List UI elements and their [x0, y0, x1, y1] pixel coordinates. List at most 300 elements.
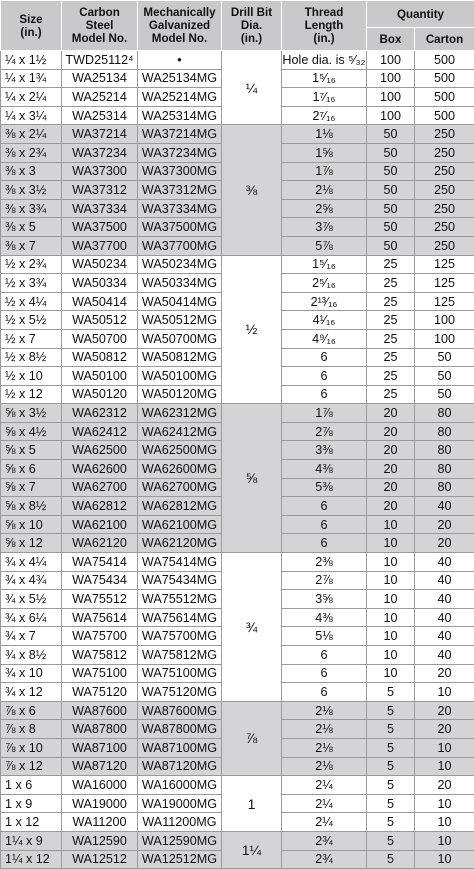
size-cell: ⅜ x 3	[1, 162, 62, 181]
carbon-model-cell: WA75614	[62, 608, 138, 627]
carbon-header-line: Steel	[62, 19, 137, 32]
size-cell: 1 x 9	[1, 794, 62, 813]
carbon-model-cell: WA37700	[62, 236, 138, 255]
thread-length-cell: 2¼	[282, 794, 367, 813]
box-qty-cell: 100	[367, 88, 415, 107]
thread-length-cell: 2⁷⁄₁₆	[282, 106, 367, 125]
galvanized-model-cell: WA87120MG	[138, 757, 222, 776]
thread-length-cell: 2⅛	[282, 757, 367, 776]
box-qty-cell: 20	[367, 422, 415, 441]
carton-qty-cell: 80	[415, 441, 474, 460]
size-cell: ½ x 3¾	[1, 274, 62, 293]
size-cell: 1 x 6	[1, 776, 62, 795]
thread-length-cell: 6	[282, 534, 367, 553]
box-qty-cell: 5	[367, 683, 415, 702]
galvanized-model-cell: WA50512MG	[138, 311, 222, 330]
carton-qty-cell: 50	[415, 385, 474, 404]
drill-bit-cell: 1¼	[222, 831, 282, 868]
carton-qty-cell: 500	[415, 88, 474, 107]
box-qty-cell: 25	[367, 329, 415, 348]
carton-qty-cell: 40	[415, 571, 474, 590]
size-cell: ⅝ x 10	[1, 515, 62, 534]
carton-qty-cell: 50	[415, 348, 474, 367]
thread-length-cell: 6	[282, 348, 367, 367]
size-cell: ⅞ x 8	[1, 720, 62, 739]
table-row	[1, 255, 474, 274]
box-qty-cell: 10	[367, 571, 415, 590]
size-cell: ⅜ x 3½	[1, 181, 62, 200]
drill-bit-cell: ½	[222, 255, 282, 404]
table-row	[1, 553, 474, 572]
carbon-model-cell: WA50414	[62, 292, 138, 311]
carbon-model-cell: WA87800	[62, 720, 138, 739]
thread-length-cell: 1⅛	[282, 125, 367, 144]
carton-qty-cell: 250	[415, 181, 474, 200]
galvanized-model-cell: WA19000MG	[138, 794, 222, 813]
carton-qty-cell: 500	[415, 51, 474, 70]
carbon-model-cell: TWD25112⁴	[62, 51, 138, 70]
box-qty-cell: 20	[367, 404, 415, 423]
carbon-header-line: Model No.	[62, 32, 137, 45]
box-qty-cell: 25	[367, 385, 415, 404]
drill-bit-cell: ⅜	[222, 125, 282, 255]
drill-header-line: (in.)	[222, 32, 281, 45]
galvanized-model-cell: WA87100MG	[138, 738, 222, 757]
carbon-model-cell: WA75414	[62, 553, 138, 572]
thread-length-cell: 5⅛	[282, 627, 367, 646]
carton-qty-cell: 20	[415, 664, 474, 683]
carbon-model-cell: WA75812	[62, 646, 138, 665]
box-qty-cell: 20	[367, 497, 415, 516]
carbon-model-cell: WA62312	[62, 404, 138, 423]
carbon-model-cell: WA37214	[62, 125, 138, 144]
thread-length-header	[282, 1, 367, 51]
box-qty-cell: 5	[367, 720, 415, 739]
carbon-model-cell: WA50234	[62, 255, 138, 274]
galvanized-model-cell: WA50234MG	[138, 255, 222, 274]
galvanized-model-cell: WA37500MG	[138, 218, 222, 237]
box-qty-cell: 10	[367, 534, 415, 553]
box-qty-cell: 10	[367, 646, 415, 665]
galvanized-model-cell: WA62120MG	[138, 534, 222, 553]
drill-bit-cell: 1	[222, 776, 282, 832]
thread-length-cell: 4⅜	[282, 460, 367, 479]
size-cell: ¼ x 2¼	[1, 88, 62, 107]
carbon-model-cell: WA75120	[62, 683, 138, 702]
galv-header-line: Model No.	[138, 32, 221, 45]
thread-length-cell: 2⅜	[282, 553, 367, 572]
thread-length-cell: 1⁵⁄₁₆	[282, 69, 367, 88]
thread-length-cell: 3⅜	[282, 441, 367, 460]
carton-qty-cell: 40	[415, 590, 474, 609]
galvanized-model-cell: WA62812MG	[138, 497, 222, 516]
thread-length-cell: 2⅛	[282, 738, 367, 757]
size-cell: ⅝ x 5	[1, 441, 62, 460]
carton-qty-cell: 40	[415, 553, 474, 572]
galvanized-model-cell: WA50700MG	[138, 329, 222, 348]
carton-header: Carton	[415, 28, 474, 51]
carbon-model-cell: WA37234	[62, 143, 138, 162]
thread-length-cell: 5⅜	[282, 478, 367, 497]
galvanized-model-cell: WA75700MG	[138, 627, 222, 646]
galvanized-model-cell: WA75414MG	[138, 553, 222, 572]
carton-qty-cell: 10	[415, 831, 474, 850]
box-qty-cell: 25	[367, 274, 415, 293]
box-qty-cell: 5	[367, 776, 415, 795]
carbon-model-cell: WA50334	[62, 274, 138, 293]
galvanized-model-cell: WA62700MG	[138, 478, 222, 497]
carbon-model-cell: WA62100	[62, 515, 138, 534]
size-cell: ⅞ x 6	[1, 701, 62, 720]
table-row	[1, 776, 474, 795]
size-cell: ½ x 4¼	[1, 292, 62, 311]
galvanized-model-cell: WA25214MG	[138, 88, 222, 107]
thread-length-cell: 2¼	[282, 776, 367, 795]
carton-qty-cell: 125	[415, 255, 474, 274]
table-row	[1, 404, 474, 423]
carton-qty-cell: 10	[415, 813, 474, 832]
box-qty-cell: 20	[367, 441, 415, 460]
galvanized-model-cell: WA75812MG	[138, 646, 222, 665]
carbon-model-cell: WA62412	[62, 422, 138, 441]
box-qty-cell: 10	[367, 627, 415, 646]
drill-bit-cell: ¾	[222, 553, 282, 702]
thread-length-cell: 2⅛	[282, 701, 367, 720]
galvanized-model-cell: WA75120MG	[138, 683, 222, 702]
box-qty-cell: 50	[367, 181, 415, 200]
galvanized-model-cell: WA62500MG	[138, 441, 222, 460]
carbon-model-cell: WA37300	[62, 162, 138, 181]
table-row	[1, 701, 474, 720]
carton-qty-cell: 10	[415, 794, 474, 813]
thread-length-cell: 4⁹⁄₁₆	[282, 329, 367, 348]
carton-qty-cell: 40	[415, 497, 474, 516]
galvanized-model-cell: WA37700MG	[138, 236, 222, 255]
galvanized-model-cell: WA50812MG	[138, 348, 222, 367]
carton-qty-cell: 20	[415, 515, 474, 534]
thread-header-line: Length	[282, 19, 366, 32]
size-header-line: Size	[1, 13, 61, 26]
carbon-model-cell: WA75100	[62, 664, 138, 683]
size-cell: ⅜ x 7	[1, 236, 62, 255]
box-qty-cell: 50	[367, 236, 415, 255]
galvanized-model-cell: WA25134MG	[138, 69, 222, 88]
carton-qty-cell: 250	[415, 218, 474, 237]
thread-length-cell: 2⁵⁄₁₆	[282, 274, 367, 293]
galvanized-model-cell: WA11200MG	[138, 813, 222, 832]
box-qty-cell: 5	[367, 701, 415, 720]
carbon-model-cell: WA37334	[62, 199, 138, 218]
carton-qty-cell: 20	[415, 720, 474, 739]
size-cell: ⅝ x 4½	[1, 422, 62, 441]
box-qty-cell: 20	[367, 478, 415, 497]
thread-header-line: (in.)	[282, 32, 366, 45]
size-cell: ⅜ x 2¼	[1, 125, 62, 144]
galvanized-model-cell: WA12512MG	[138, 850, 222, 869]
drill-bit-cell: ⅝	[222, 404, 282, 553]
galvanized-model-cell: WA37234MG	[138, 143, 222, 162]
galvanized-model-cell: WA37214MG	[138, 125, 222, 144]
size-header	[1, 1, 62, 51]
size-cell: ⅝ x 8½	[1, 497, 62, 516]
galvanized-model-cell: WA37300MG	[138, 162, 222, 181]
table-header	[1, 1, 474, 51]
table-row	[1, 125, 474, 144]
box-qty-cell: 25	[367, 255, 415, 274]
box-qty-cell: 5	[367, 757, 415, 776]
carton-qty-cell: 80	[415, 460, 474, 479]
carbon-model-cell: WA75434	[62, 571, 138, 590]
size-cell: ¾ x 5½	[1, 590, 62, 609]
size-cell: ½ x 8½	[1, 348, 62, 367]
quantity-header: Quantity	[367, 1, 474, 28]
box-qty-cell: 5	[367, 794, 415, 813]
galvanized-model-cell: WA62312MG	[138, 404, 222, 423]
carbon-header-line: Carbon	[62, 6, 137, 19]
thread-length-cell: 2⅛	[282, 181, 367, 200]
thread-length-cell: 6	[282, 683, 367, 702]
carbon-model-cell: WA62700	[62, 478, 138, 497]
size-cell: ½ x 12	[1, 385, 62, 404]
size-cell: ½ x 2¾	[1, 255, 62, 274]
galvanized-model-cell: WA62412MG	[138, 422, 222, 441]
carton-qty-cell: 100	[415, 311, 474, 330]
carton-qty-cell: 100	[415, 329, 474, 348]
galvanized-model-cell: WA12590MG	[138, 831, 222, 850]
box-qty-cell: 50	[367, 199, 415, 218]
size-cell: 1¼ x 12	[1, 850, 62, 869]
galvanized-model-cell: WA75614MG	[138, 608, 222, 627]
box-qty-cell: 10	[367, 608, 415, 627]
box-qty-cell: 25	[367, 367, 415, 386]
thread-length-cell: 2⅞	[282, 422, 367, 441]
carbon-steel-header	[62, 1, 138, 51]
carton-qty-cell: 250	[415, 199, 474, 218]
carbon-model-cell: WA12590	[62, 831, 138, 850]
drill-header-line: Dia.	[222, 19, 281, 32]
size-cell: ¾ x 7	[1, 627, 62, 646]
box-qty-cell: 100	[367, 106, 415, 125]
thread-length-cell: 4⅜	[282, 608, 367, 627]
box-qty-cell: 100	[367, 69, 415, 88]
carbon-model-cell: WA25214	[62, 88, 138, 107]
carbon-model-cell: WA25314	[62, 106, 138, 125]
carbon-model-cell: WA75512	[62, 590, 138, 609]
thread-length-cell: 6	[282, 515, 367, 534]
galvanized-model-cell: WA87800MG	[138, 720, 222, 739]
thread-length-cell: 2⅛	[282, 720, 367, 739]
size-cell: ⅝ x 6	[1, 460, 62, 479]
carton-qty-cell: 125	[415, 274, 474, 293]
size-cell: ¾ x 10	[1, 664, 62, 683]
carbon-model-cell: WA12512	[62, 850, 138, 869]
box-qty-cell: 25	[367, 292, 415, 311]
box-qty-cell: 5	[367, 813, 415, 832]
carbon-model-cell: WA25134	[62, 69, 138, 88]
thread-length-cell: 6	[282, 367, 367, 386]
size-cell: ¾ x 8½	[1, 646, 62, 665]
carbon-model-cell: WA50700	[62, 329, 138, 348]
galvanized-model-cell: WA25314MG	[138, 106, 222, 125]
size-cell: ¼ x 1¾	[1, 69, 62, 88]
size-cell: ⅝ x 7	[1, 478, 62, 497]
carton-qty-cell: 40	[415, 646, 474, 665]
box-qty-cell: 10	[367, 515, 415, 534]
size-cell: ¾ x 12	[1, 683, 62, 702]
carton-qty-cell: 10	[415, 683, 474, 702]
galvanized-model-cell: WA75100MG	[138, 664, 222, 683]
table-row	[1, 51, 474, 70]
carbon-model-cell: WA16000	[62, 776, 138, 795]
drill-bit-cell: ¼	[222, 51, 282, 125]
size-cell: ⅝ x 12	[1, 534, 62, 553]
thread-length-cell: Hole dia. is ⁵⁄₃₂	[282, 51, 367, 70]
thread-length-cell: 6	[282, 664, 367, 683]
box-qty-cell: 10	[367, 664, 415, 683]
box-qty-cell: 5	[367, 831, 415, 850]
box-qty-cell: 20	[367, 460, 415, 479]
drill-header-line: Drill Bit	[222, 6, 281, 19]
carton-qty-cell: 20	[415, 701, 474, 720]
galvanized-model-cell: WA50334MG	[138, 274, 222, 293]
box-qty-cell: 5	[367, 850, 415, 869]
galvanized-model-cell: WA37334MG	[138, 199, 222, 218]
carbon-model-cell: WA62500	[62, 441, 138, 460]
thread-length-cell: 2¾	[282, 831, 367, 850]
thread-length-cell: 2⅞	[282, 571, 367, 590]
carbon-model-cell: WA87120	[62, 757, 138, 776]
carbon-model-cell: WA19000	[62, 794, 138, 813]
carbon-model-cell: WA50120	[62, 385, 138, 404]
size-cell: ⅜ x 5	[1, 218, 62, 237]
box-qty-cell: 10	[367, 553, 415, 572]
carton-qty-cell: 20	[415, 534, 474, 553]
galvanized-model-cell: WA50414MG	[138, 292, 222, 311]
carbon-model-cell: WA87100	[62, 738, 138, 757]
thread-length-cell: 1⅞	[282, 404, 367, 423]
size-cell: ¾ x 6¼	[1, 608, 62, 627]
carton-qty-cell: 125	[415, 292, 474, 311]
carbon-model-cell: WA50100	[62, 367, 138, 386]
carton-qty-cell: 50	[415, 367, 474, 386]
size-cell: ⅞ x 10	[1, 738, 62, 757]
thread-length-cell: 4¹⁄₁₆	[282, 311, 367, 330]
size-cell: ⅝ x 3½	[1, 404, 62, 423]
carton-qty-cell: 500	[415, 69, 474, 88]
galvanized-model-cell: WA75434MG	[138, 571, 222, 590]
carbon-model-cell: WA87600	[62, 701, 138, 720]
carbon-model-cell: WA75700	[62, 627, 138, 646]
thread-length-cell: 2¾	[282, 850, 367, 869]
thread-header-line: Thread	[282, 6, 366, 19]
box-qty-cell: 50	[367, 125, 415, 144]
galvanized-header	[138, 1, 222, 51]
box-qty-cell: 50	[367, 143, 415, 162]
galv-header-line: Mechanically	[138, 6, 221, 19]
carton-qty-cell: 40	[415, 627, 474, 646]
galvanized-model-cell: WA62600MG	[138, 460, 222, 479]
carton-qty-cell: 250	[415, 162, 474, 181]
thread-length-cell: 6	[282, 497, 367, 516]
carbon-model-cell: WA50812	[62, 348, 138, 367]
carton-qty-cell: 250	[415, 143, 474, 162]
galvanized-model-cell: WA62100MG	[138, 515, 222, 534]
size-cell: ⅜ x 2¾	[1, 143, 62, 162]
size-cell: ⅜ x 3¾	[1, 199, 62, 218]
carton-qty-cell: 250	[415, 125, 474, 144]
size-cell: 1 x 12	[1, 813, 62, 832]
size-cell: ½ x 5½	[1, 311, 62, 330]
thread-length-cell: 3⅞	[282, 218, 367, 237]
carton-qty-cell: 10	[415, 850, 474, 869]
carton-qty-cell: 80	[415, 478, 474, 497]
box-qty-cell: 25	[367, 348, 415, 367]
carton-qty-cell: 20	[415, 776, 474, 795]
thread-length-cell: 6	[282, 385, 367, 404]
carton-qty-cell: 80	[415, 404, 474, 423]
size-cell: ½ x 10	[1, 367, 62, 386]
box-qty-cell: 50	[367, 162, 415, 181]
carbon-model-cell: WA37312	[62, 181, 138, 200]
galvanized-model-cell: WA50120MG	[138, 385, 222, 404]
box-qty-cell: 5	[367, 738, 415, 757]
thread-length-cell: 5⅞	[282, 236, 367, 255]
thread-length-cell: 2⅝	[282, 199, 367, 218]
galvanized-model-cell: •	[138, 51, 222, 70]
carbon-model-cell: WA50512	[62, 311, 138, 330]
box-header: Box	[367, 28, 415, 51]
thread-length-cell: 2¹³⁄₁₆	[282, 292, 367, 311]
size-cell: 1¼ x 9	[1, 831, 62, 850]
carbon-model-cell: WA11200	[62, 813, 138, 832]
size-cell: ¾ x 4¾	[1, 571, 62, 590]
drill-bit-cell: ⅞	[222, 701, 282, 775]
thread-length-cell: 6	[282, 646, 367, 665]
galvanized-model-cell: WA87600MG	[138, 701, 222, 720]
carton-qty-cell: 10	[415, 757, 474, 776]
thread-length-cell: 1⅞	[282, 162, 367, 181]
galvanized-model-cell: WA50100MG	[138, 367, 222, 386]
carbon-model-cell: WA62812	[62, 497, 138, 516]
carbon-model-cell: WA37500	[62, 218, 138, 237]
box-qty-cell: 50	[367, 218, 415, 237]
size-cell: ¼ x 1½	[1, 51, 62, 70]
carton-qty-cell: 10	[415, 738, 474, 757]
galvanized-model-cell: WA37312MG	[138, 181, 222, 200]
carton-qty-cell: 250	[415, 236, 474, 255]
galvanized-model-cell: WA16000MG	[138, 776, 222, 795]
drill-bit-header	[222, 1, 282, 51]
table-row	[1, 831, 474, 850]
thread-length-cell: 1⅝	[282, 143, 367, 162]
size-header-line: (in.)	[1, 26, 61, 39]
thread-length-cell: 2¼	[282, 813, 367, 832]
thread-length-cell: 1⁵⁄₁₆	[282, 255, 367, 274]
carton-qty-cell: 80	[415, 422, 474, 441]
carton-qty-cell: 500	[415, 106, 474, 125]
carton-qty-cell: 40	[415, 608, 474, 627]
size-cell: ⅞ x 12	[1, 757, 62, 776]
box-qty-cell: 25	[367, 311, 415, 330]
box-qty-cell: 10	[367, 590, 415, 609]
thread-length-cell: 1⁷⁄₁₆	[282, 88, 367, 107]
table-body	[1, 51, 474, 869]
box-qty-cell: 100	[367, 51, 415, 70]
carbon-model-cell: WA62600	[62, 460, 138, 479]
size-cell: ¾ x 4¼	[1, 553, 62, 572]
size-cell: ½ x 7	[1, 329, 62, 348]
size-cell: ¼ x 3¼	[1, 106, 62, 125]
